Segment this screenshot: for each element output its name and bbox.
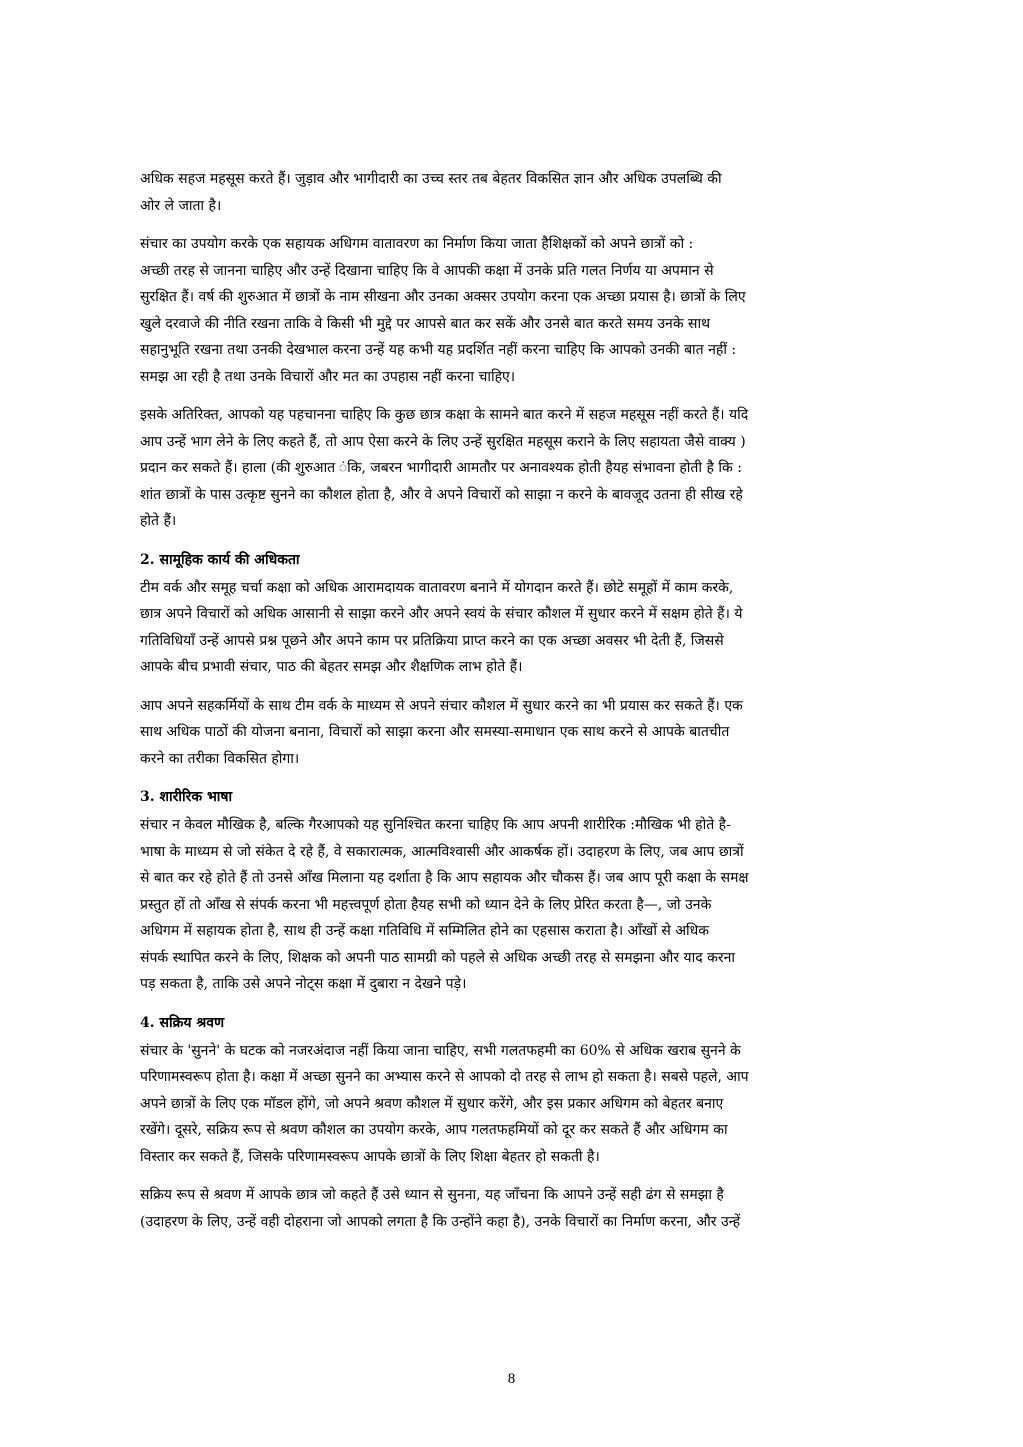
paragraph-team-work: टीम वर्क और समूह चर्चा कक्षा को अधिक आरामदायक वातावरण बनाने में योगदान करते हैं। छोटे समूहों में काम करके, छात्र अपने विचारों को अधिक आसानी से साझा करने और अपने स्वयं के संचार कौशल में सुधार करने में सक्षम होते हैं। ये गतिविधियाँ उन्हें आपसे प्रश्न पूछने और अपने काम पर प्रतिक्रिया प्राप्त करने का एक अच्छा अवसर भी देती हैं, जिससे आपके बीच प्रभावी संचार, पाठ की बेहतर समझ और शैक्षणिक लाभ होते हैं। [140,579,743,675]
section-heading-body-language: 3. शारीरिक भाषा [140,789,233,805]
page-body [140,166,884,1247]
paragraph-listening: संचार के 'सुनने' के घटक को नजरअंदाज नहीं किया जाना चाहिए, सभी गलतफहमी का 60% से अधिक खराब सुनने के परिणामस्वरूप होता है। कक्षा में अच्छा सुनने का अभ्यास करने से आपको दो तरह से लाभ हो सकता है। सबसे पहले, आप अपने छात्रों के लिए एक मॉडल होंगे, जो अपने श्रवण कौशल में सुधार करेंगे, और इस प्रकार अधिगम को बेहतर बनाए रखेंगे। दूसरे, सक्रिय रूप से श्रवण कौशल का उपयोग करके, आप गलतफहमियों को दूर कर सकते हैं और अधिगम का विस्तार कर सकते हैं, जिसके परिणामस्वरूप आपके छात्रों के लिए शिक्षा बेहतर हो सकती है। [140,1042,749,1165]
paragraph-colleagues: आप अपने सहकर्मियों के साथ टीम वर्क के माध्यम से अपने संचार कौशल में सुधार करने का भी प्रयास कर सकते हैं। एक साथ अधिक पाठों की योजना बनाना, विचारों को साझा करना और समस्या-समाधान एक साथ करने से आपके बातचीत करने का तरीका विकसित होगा। [140,697,743,767]
section-heading-active-listening: 4. सक्रिय श्रवण [140,1014,225,1031]
paragraph-active-listening: सक्रिय रूप से श्रवण में आपके छात्र जो कहते हैं उसे ध्यान से सुनना, यह जाँचना कि आपने उन्हें सही ढंग से समझा है (उदाहरण के लिए, उन्हें वही दोहराना जो आपको लगता है कि उन्होंने कहा है), उनके विचारों का निर्माण करना, और उन्हें [140,1187,741,1230]
paragraph-intro: अधिक सहज महसूस करते हैं। जुड़ाव और भागीदारी का उच्च स्तर तब बेहतर विकसित ज्ञान और अधिक उपलब्धि की ओर ले जाता है। [140,171,722,214]
section-heading-group-work: 2. सामूहिक कार्य की अधिकता [140,551,300,568]
paragraph-additionally: इसके अतिरिक्त, आपको यह पहचानना चाहिए कि कुछ छात्र कक्षा के सामने बात करने में सहज महसूस नहीं करते हैं। यदि आप उन्हें भाग लेने के लिए कहते हैं, तो आप ऐसा करने के लिए उन्हें सुरक्षित महसूस कराने के लिए सहायता जैसे वाक्य ) प्रदान कर सकते हैं। हाला (की शुरुआत ंकि, जबरन भागीदारी आमतौर पर अनावश्यक होती हैयह संभावना होती है कि : शांत छात्रों के पास उत्कृष्ट सुनने का कौशल होता है, और वे अपने विचारों को साझा न करने के बावजूद उतना ही सीख रहे होते हैं। [140,407,749,529]
paragraph-supportive-environment: संचार का उपयोग करके एक सहायक अधिगम वातावरण का निर्माण किया जाता हैशिक्षकों को अपने छात्रों को : अच्छी तरह से जानना चाहिए और उन्हें दिखाना चाहिए कि वे आपकी कक्षा में उनके प्रति गलत निर्णय या अपमान से सुरक्षित हैं। वर्ष की शुरुआत में छात्रों के नाम सीखना और उनका अक्सर उपयोग करना एक अच्छा प्रयास है। छात्रों के लिए खुले दरवाजे की नीति रखना ताकि वे किसी भी मुद्दे पर आपसे बात कर सकें और उनसे बात करते समय उनके साथ सहानुभूति रखना तथा उनकी देखभाल करना उन्हें यह कभी यह प्रदर्शित नहीं करना चाहिए कि आपको उनकी बात नहीं : समझ आ रही है तथा उनके विचारों और मत का उपहास नहीं करना चाहिए। [140,236,746,385]
page-number: 8 [507,1371,516,1387]
paragraph-body-language: संचार न केवल मौखिक है, बल्कि गैरआपको यह सुनिश्चित करना चाहिए कि आप अपनी शारीरिक :मौखिक भी होते है- भाषा के माध्यम से जो संकेत दे रहे हैं, वे सकारात्मक, आत्मविश्वासी और आकर्षक हों। उदाहरण के लिए, जब आप छात्रों से बात कर रहे होते हैं तो उनसे आँख मिलाना यह दर्शाता है कि आप सहायक और चौकस हैं। जब आप पूरी कक्षा के समक्ष प्रस्तुत हों तो आँख से संपर्क करना भी महत्त्वपूर्ण होता हैयह सभी को ध्यान देने के लिए प्रेरित करता है—, जो उनके अधिगम में सहायक होता है, साथ ही उन्हें कक्षा गतिविधि में सम्मिलित होने का एहसास कराता है। आँखों से अधिक संपर्क स्थापित करने के लिए, शिक्षक को अपनी पाठ सामग्री को पहले से अधिक अच्छी तरह से समझना और याद करना पड़ सकता है, ताकि उसे अपने नोट्स कक्षा में दुबारा न देखने पड़े। [140,817,749,992]
